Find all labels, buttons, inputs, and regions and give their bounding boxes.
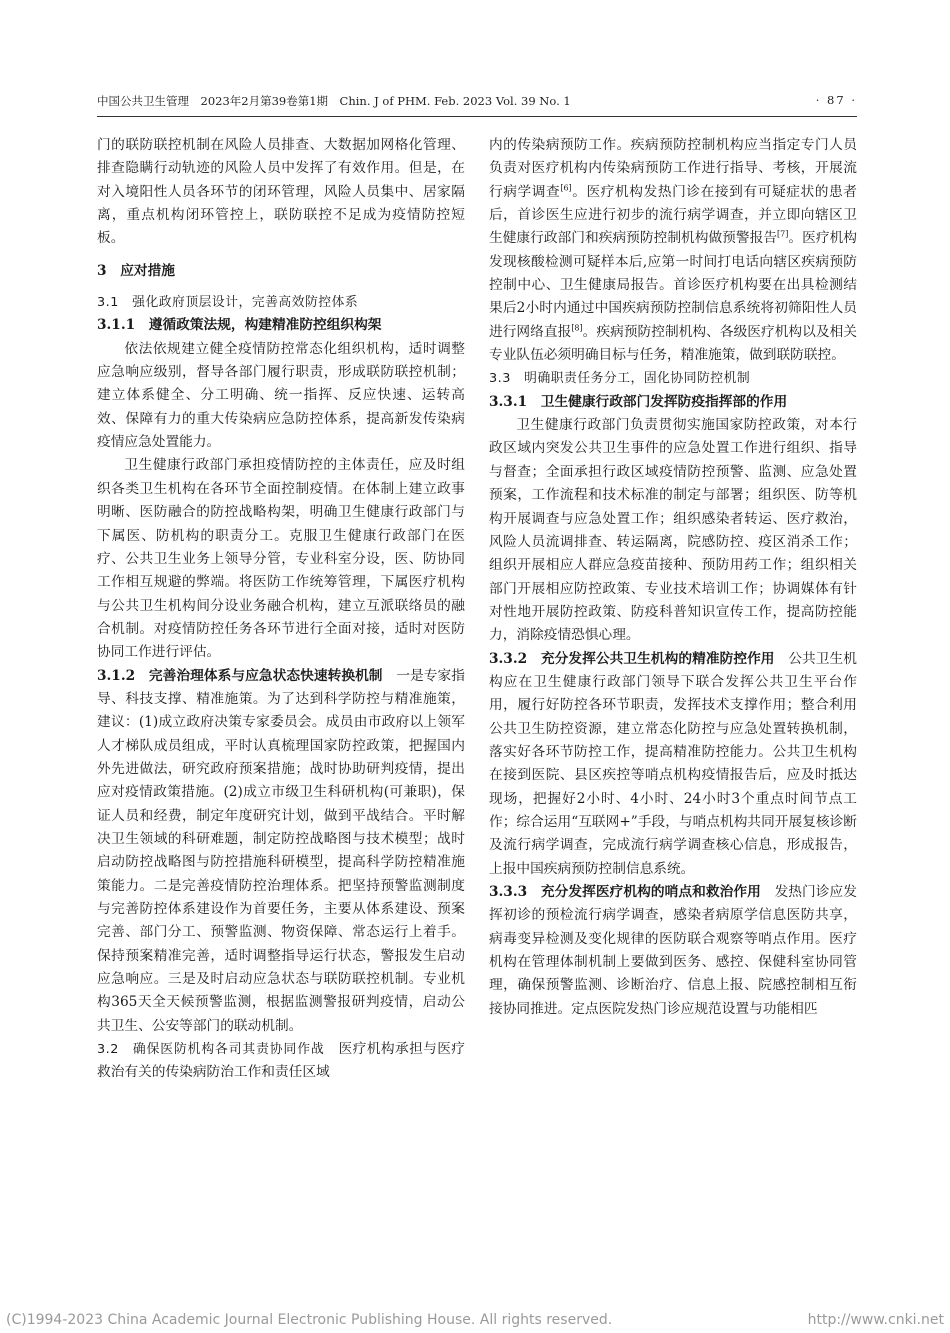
paragraph-with-heading: [97, 1038, 465, 1085]
paragraph: 卫生健康行政部门负责贯彻实施国家防控政策，对本行政区域内突发公共卫生事件的应急处置工作进行组织、指导与督查；全面承担行政区域疫情防控预警、监测、应急处置预案，工作流程和技术标准的制定与部署；组织医、防等机构开展调查与应急处置工作；组织感染者转运、医疗救治，风险人员流调排查、转运隔离，院感防控、疫区消杀工作；组织开展相应人群应急疫苗接种、预防用药工作；组织相关部门开展相应防控政策、专业技术培训工作；协调媒体有针对性地开展防控政策、防疫科普知识宣传工作，提高防控能力，消除疫情恐惧心理。: [489, 417, 857, 644]
subsubsection-heading: 3.3.1 卫生健康行政部门发挥防疫指挥部的作用: [489, 393, 788, 410]
watermark-footer: [0, 1312, 950, 1330]
paragraph: 依法依规建立健全疫情防控常态化组织机构，适时调整应急响应级别，督导各部门履行职责，形成联防联控机制；建立体系健全、分工明确、统一指挥、反应快速、运转高效、保障有力的重大传染病应急防控体系，提高新发传染病疫情应急处置能力。: [97, 340, 465, 451]
header-rule: [97, 116, 857, 117]
publisher-url: http://www.cnki.net: [807, 1312, 944, 1328]
paragraph-with-heading: [97, 665, 465, 1039]
subsubsection-heading: 3.3.3 充分发挥医疗机构的哨点和救治作用: [489, 884, 761, 900]
paragraph-text: 发热门诊应发挥初诊的预检流行病学调查，感染者病原学信息医防共享，病毒变异检测及变化规律的医防联合观察等哨点作用。医疗机构在管理体制机制上要做到医务、感控、保健科室协同管理，确保预警监测、诊断治疗、信息上报、院感控制相互衔接协同推进。定点医院发热门诊应规范设置与功能相匹: [489, 884, 857, 1017]
journal-citation: 中国公共卫生管理 2023年2月第39卷第1期 Chin. J of PHM. Feb. 2023 Vol. 39 No. 1: [97, 94, 571, 108]
paragraph-with-heading: [489, 881, 857, 1021]
paragraph-with-heading: [489, 648, 857, 881]
section-heading: 3 应对措施: [97, 262, 175, 279]
paragraph-text: 医疗机构承担与医疗救治有关的传染病防治工作和责任区域: [97, 1041, 465, 1081]
left-column: [97, 134, 465, 1085]
subsection-heading: 3.2 确保医防机构各司其责协同作战: [97, 1042, 325, 1058]
copyright-notice: (C)1994-2023 China Academic Journal Electronic Publishing House. All rights reserved.: [6, 1312, 613, 1328]
right-column: [489, 134, 857, 1021]
paragraph-text: 。医疗机构发热门诊在接到有可疑症状的患者后，首诊医生应进行初步的流行病学调查，并立即向辖区卫生健康行政部门和疾病预防控制机构做预警报告: [489, 183, 857, 247]
paragraph-text: 一是专家指导、科技支撑、精准施策。为了达到科学防控与精准施策，建议：(1)成立政府决策专家委员会。成员由市政府以上领军人才梯队成员组成，平时认真梳理国家防控政策，把握国内外先进做法，研究政府预案措施；战时协助研判疫情，提出应对疫情政策措施。(2)成立市级卫生科研机构(可兼职)，保证人员和经费，制定年度研究计划，做到平战结合。平时解决卫生领域的科研难题，制定防控战略图与技术模型；战时启动防控战略图与防控措施科研模型，提高科学防控精准施策能力。二是完善疫情防控治理体系。把坚持预警监测制度与完善防控体系建设作为首要任务，主要从体系建设、预案完善、部门分工、预警监测、物资保障、常态运行上着手。保持预案精准完善，适时调整指导运行状态，警报发生启动应急响应。三是及时启动应急状态与联防联控机制。专业机构365天全天候预警监测，根据监测警报研判疫情，启动公共卫生、公安等部门的联动机制。: [97, 667, 465, 1034]
paragraph-text: 公共卫生机构应在卫生健康行政部门领导下联合发挥公共卫生平台作用，履行好防控各环节职责，发挥技术支撑作用；整合利用公共卫生防控资源，建立常态化防控与应急处置转换机制，落实好各环节防控工作，提高精准防控能力。公共卫生机构在接到医院、县区疾控等哨点机构疫情报告后，应及时抵达现场，把握好2小时、4小时、24小时3个重点时间节点工作；综合运用“互联网+”手段，与哨点机构共同开展复核诊断及流行病学调查，完成流行病学调查核心信息，形成报告，上报中国疾病预防控制信息系统。: [489, 650, 857, 877]
subsection-heading: 3.3 明确职责任务分工，固化协同防控机制: [489, 371, 751, 387]
citation-ref: [7]: [777, 229, 789, 239]
citation-ref: [6]: [560, 183, 572, 193]
paragraph: 门的联防联控机制在风险人员排查、大数据加网格化管理、排查隐瞒行动轨迹的风险人员中发挥了有效作用。但是，在对入境阳性人员各环节的闭环管理，风险人员集中、居家隔离，重点机构闭环管控上，联防联控不足成为疫情防控短板。: [97, 137, 465, 247]
citation-ref: [8]: [571, 323, 583, 333]
paragraph-text: 。医疗机构发现核酸检测可疑样本后,应第一时间打电话向辖区疾病预防控制中心、卫生健康局报告。首诊医疗机构要在出具检测结果后2小时内通过中国疾病预防控制信息系统将初筛阳性人员进行网络直报: [489, 230, 857, 340]
subsubsection-heading: 3.3.2 充分发挥公共卫生机构的精准防控作用: [489, 650, 775, 667]
paragraph: 卫生健康行政部门承担疫情防控的主体责任，应及时组织各类卫生机构在各环节全面控制疫情。在体制上建立政事明晰、医防融合的防控战略构架，明确卫生健康行政部门与下属医、防机构的职责分工。克服卫生健康行政部门在医疗、公共卫生业务上领导分管，专业科室分设，医、防协同工作相互规避的弊端。将医防工作统筹管理，下属医疗机构与公共卫生机构间分设业务融合机构，建立互派联络员的融合机制。对疫情防控任务各环节进行全面对接，适时对医防协同工作进行评估。: [97, 457, 465, 661]
paragraph-text: 内的传染病预防工作。疾病预防控制机构应当指定专门人员负责对医疗机构内传染病预防工作进行指导、考核，开展流行病学调查: [489, 137, 857, 200]
running-header: [97, 93, 857, 113]
subsection-heading: 3.1 强化政府顶层设计，完善高效防控体系: [97, 295, 359, 311]
paragraph-text: 。疾病预防控制机构、各级医疗机构以及相关专业队伍必须明确目标与任务，精准施策，做到联防联控。: [489, 323, 857, 364]
page-number: · 87 ·: [815, 93, 857, 107]
subsubsection-heading: 3.1.2 完善治理体系与应急状态快速转换机制: [97, 667, 383, 684]
paragraph: [489, 134, 857, 367]
subsubsection-heading: 3.1.1 遵循政策法规，构建精准防控组织构架: [97, 317, 382, 334]
